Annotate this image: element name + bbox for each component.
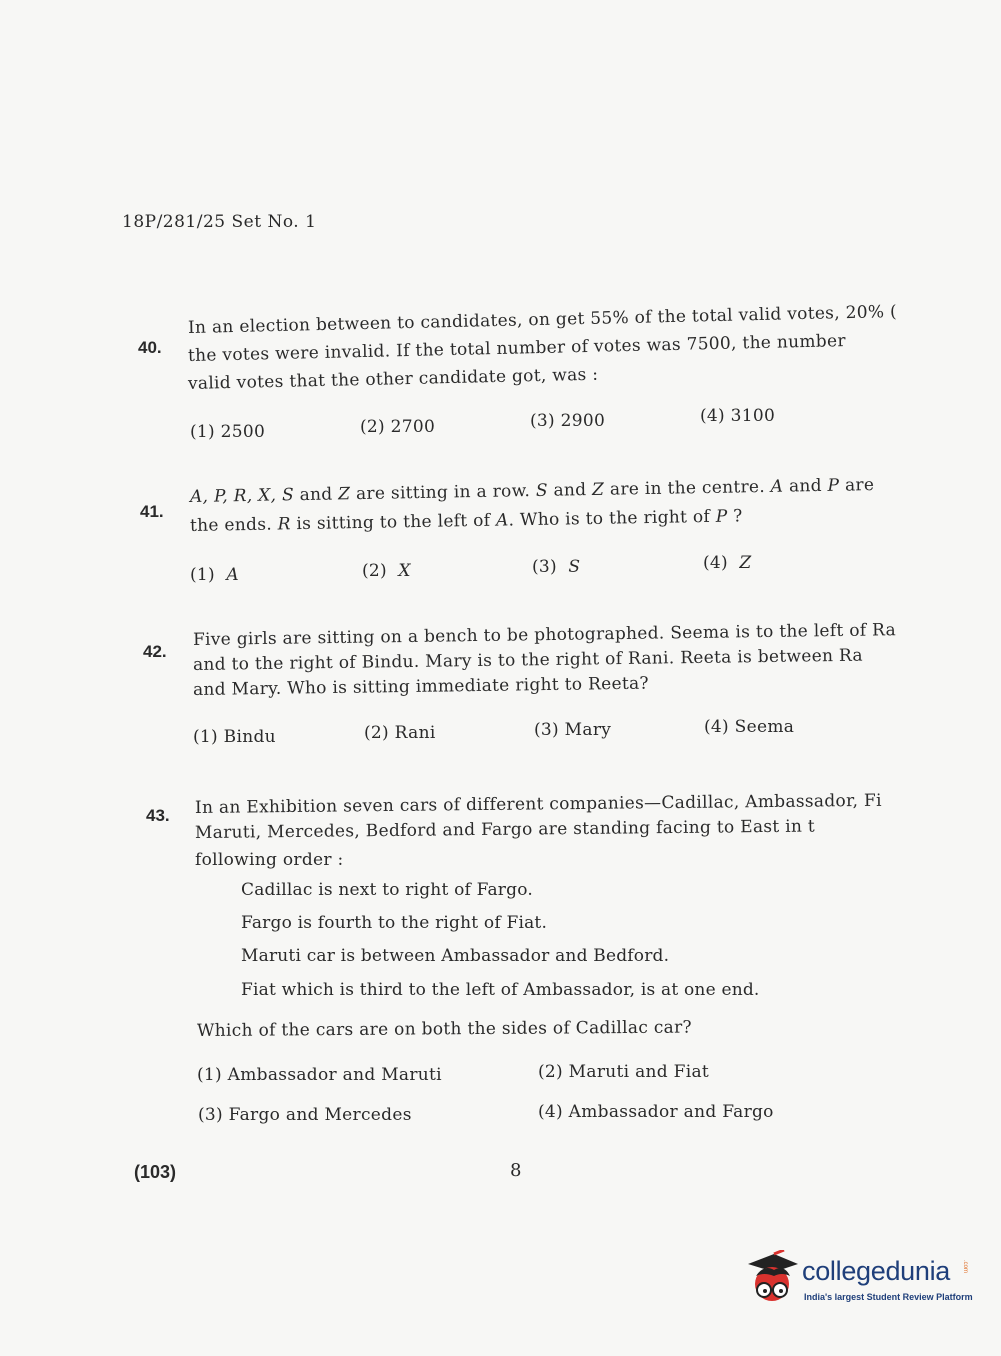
option-number: (4) [703, 553, 728, 573]
question-text-line [190, 506, 743, 536]
option-4: (4) 3100 [700, 406, 776, 426]
booklet-code: (103) [134, 1162, 177, 1182]
question-number: 43. [146, 806, 170, 825]
option-4 [703, 553, 752, 573]
question-text-line: following order : [195, 850, 344, 870]
text-part: ? [727, 506, 743, 527]
text-part: are in the centre. [604, 476, 771, 500]
logo-wordmark: collegedunia [802, 1256, 951, 1286]
condition-statement: Cadillac is next to right of Fargo. [241, 880, 533, 900]
question-text-line: In an election between to candidates, on get 55% of the total valid votes, 20% ( [187, 301, 898, 338]
text-part: P [827, 475, 840, 496]
option-1: (1) Bindu [193, 727, 276, 747]
option-1 [190, 565, 239, 585]
option-number: (1) [190, 565, 215, 585]
option-2: (2) Maruti and Fiat [538, 1062, 710, 1082]
text-part: and [293, 484, 339, 506]
question-text-line [190, 475, 875, 507]
mascot-icon [744, 1250, 800, 1310]
text-part: is sitting to the left of [290, 510, 497, 535]
text-part: the ends. [189, 514, 278, 536]
text-part: are sitting in a row. [350, 480, 537, 505]
text-part: P [715, 506, 728, 527]
question-text-line: Maruti, Mercedes, Bedford and Fargo are standing facing to East in t [194, 816, 816, 843]
condition-statement: Maruti car is between Ambassador and Bedford. [241, 946, 670, 966]
text-part: Z [338, 484, 351, 505]
option-3: (3) 2900 [530, 411, 606, 431]
option-3 [532, 557, 580, 577]
collegedunia-logo[interactable] [744, 1250, 974, 1310]
text-part: A [770, 476, 784, 497]
option-4: (4) Ambassador and Fargo [538, 1102, 774, 1122]
option-number: (3) [532, 557, 557, 577]
condition-statement: Fargo is fourth to the right of Fiat. [241, 913, 548, 933]
question-number: 41. [140, 502, 164, 521]
option-2 [362, 561, 411, 581]
option-value: S [568, 557, 581, 577]
text-part: are [839, 475, 875, 496]
logo-dot-com: .com [962, 1260, 968, 1274]
option-2: (2) 2700 [360, 417, 436, 437]
option-value: Z [739, 553, 752, 573]
text-part: and [783, 475, 828, 497]
option-3: (3) Mary [534, 720, 612, 740]
text-part: A, P, R, X, S [189, 485, 295, 507]
question-number: 40. [138, 338, 162, 357]
option-1: (1) Ambassador and Maruti [197, 1065, 442, 1085]
text-part: R [277, 514, 291, 535]
question-number: 42. [143, 642, 167, 661]
question-text-line: the votes were invalid. If the total number of votes was 7500, the number [187, 331, 846, 366]
option-4: (4) Seema [704, 717, 795, 737]
option-3: (3) Fargo and Mercedes [198, 1105, 412, 1125]
question-text-line: valid votes that the other candidate got, was : [187, 364, 599, 394]
condition-statement: Fiat which is third to the left of Ambassador, is at one end. [241, 980, 760, 1000]
option-number: (2) [362, 561, 387, 581]
text-part: Z [591, 479, 605, 500]
text-part: and [547, 479, 593, 501]
option-value: X [398, 561, 411, 581]
option-2: (2) Rani [364, 723, 436, 743]
question-text-line: and to the right of Bindu. Mary is to the right of Rani. Reeta is between Ra [192, 645, 864, 675]
option-value: A [226, 565, 239, 585]
page-number: 8 [510, 1160, 522, 1181]
question-text-line: Five girls are sitting on a bench to be photographed. Seema is to the left of Ra [192, 620, 897, 650]
option-1: (1) 2500 [190, 422, 266, 442]
question-text-line: and Mary. Who is sitting immediate right to Reeta? [192, 673, 650, 700]
text-part: . Who is to the right of [508, 506, 716, 531]
exam-set-header: 18P/281/25 Set No. 1 [122, 212, 317, 232]
logo-tagline: India's largest Student Review Platform [804, 1292, 973, 1302]
question-prompt: Which of the cars are on both the sides of Cadillac car? [196, 1017, 692, 1041]
question-text-line: In an Exhibition seven cars of different companies—Cadillac, Ambassador, Fi [194, 790, 882, 818]
text-part: A [495, 510, 509, 531]
text-part: S [535, 480, 548, 501]
